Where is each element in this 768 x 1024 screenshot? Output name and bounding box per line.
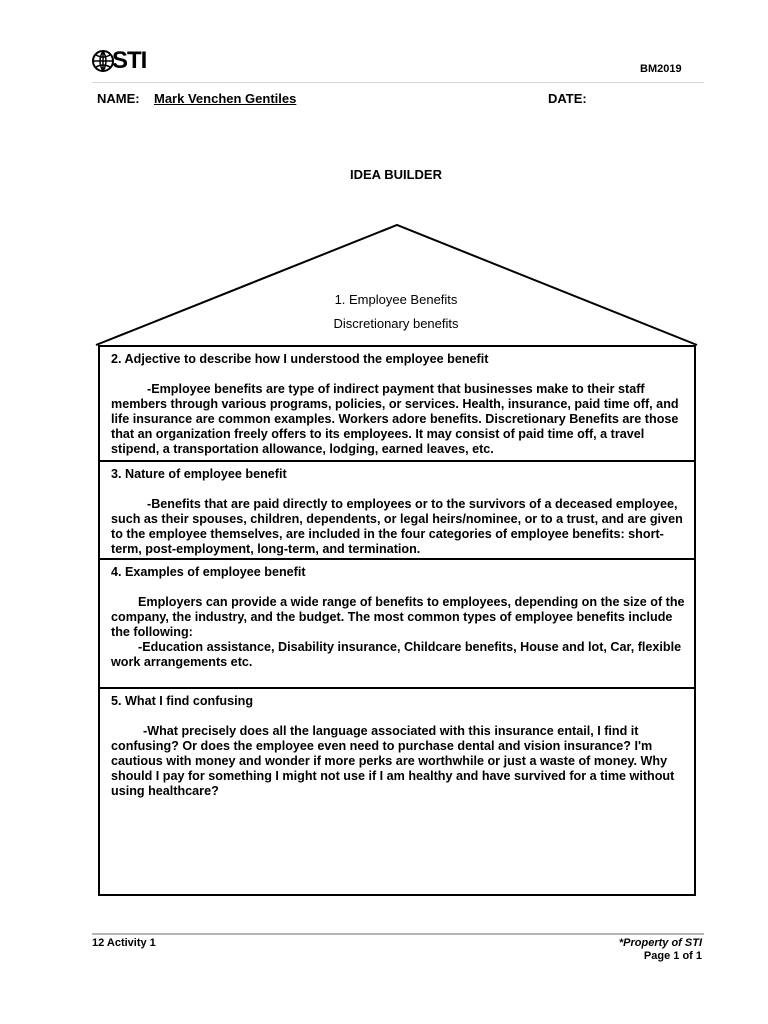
globe-icon bbox=[92, 46, 114, 76]
section-box-5 bbox=[98, 689, 696, 896]
section-box-2 bbox=[98, 345, 696, 462]
logo-text: STI bbox=[112, 47, 147, 74]
footer-divider bbox=[92, 933, 704, 935]
date-label: DATE: bbox=[548, 91, 587, 106]
name-value: Mark Venchen Gentiles bbox=[154, 91, 297, 106]
sti-logo bbox=[92, 46, 152, 76]
document-code: BM2019 bbox=[640, 63, 682, 75]
section-body: -Benefits that are paid directly to employees or to the survivors of a deceased employee, such as their spouses, children, dependents, or legal heirs/nominee, or to a trust, and are given to the employee themselves, are included in the four categories of employee benefits: short-term, post-employment, long-term, and termination. bbox=[111, 497, 683, 556]
section-heading: 2. Adjective to describe how I understood the employee benefit bbox=[111, 352, 489, 366]
footer-activity: 12 Activity 1 bbox=[92, 937, 156, 949]
roof-title: 1. Employee Benefits bbox=[334, 292, 458, 307]
header-divider bbox=[92, 82, 704, 83]
page-title: IDEA BUILDER bbox=[350, 167, 442, 182]
section-box-3 bbox=[98, 462, 696, 560]
section-body: -What precisely does all the language associated with this insurance entail, I find it confusing? Or does the employee even need to purchase dental and vision insurance? I'm cautious with money and wonder if more perks are worthwhile or just a waste of money. Why should I pay for something I might not use if I am healthy and have survived for a time without using healthcare? bbox=[111, 724, 675, 798]
footer-property: *Property of STI bbox=[618, 937, 702, 949]
section-heading: 4. Examples of employee benefit bbox=[111, 565, 306, 579]
section-heading: 5. What I find confusing bbox=[111, 694, 254, 708]
section-body-list: -Education assistance, Disability insurance, Childcare benefits, House and lot, Car, flexible work arrangements etc. bbox=[111, 640, 682, 669]
roof-subtitle: Discretionary benefits bbox=[333, 316, 459, 331]
name-label: NAME: bbox=[97, 91, 140, 106]
section-body: -Employee benefits are type of indirect payment that businesses make to their staff members through various programs, policies, or services. Health, insurance, paid time off, and life insurance are common examples. Workers adore benefits. Discretionary Benefits are those that an organization freely offers to its employees. It may consist of paid time off, a travel stipend, a transportation allowance, lodging, earned leaves, etc. bbox=[111, 382, 679, 456]
section-heading: 3. Nature of employee benefit bbox=[111, 467, 287, 481]
section-body: Employers can provide a wide range of benefits to employees, depending on the size of the company, the industry, and the budget. The most common types of employee benefits include the following: bbox=[111, 595, 685, 639]
section-box-4 bbox=[98, 560, 696, 689]
footer-page-number: Page 1 of 1 bbox=[643, 950, 702, 962]
